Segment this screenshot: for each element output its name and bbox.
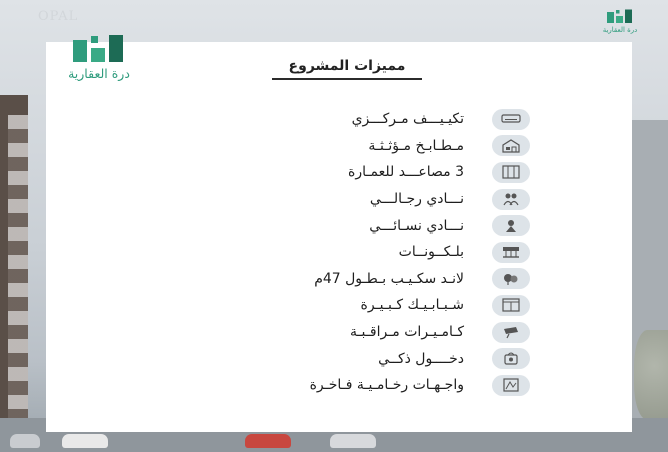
durra-logo-mark-icon [600, 7, 640, 25]
feature-label: كـامـيـرات مـراقـبـة [349, 324, 464, 341]
feature-label: واجـهـات رخـامـيـة فـاخـرة [309, 377, 464, 394]
kitchen-icon [492, 135, 530, 156]
facade-icon [492, 375, 530, 396]
feature-label: بلـكــونــات [398, 244, 464, 261]
feature-item [185, 292, 530, 319]
men-club-icon [492, 189, 530, 210]
feature-item [185, 133, 530, 160]
feature-label: دخــــول ذكــي [378, 350, 464, 367]
durra-logo [44, 32, 154, 81]
logo-subtitle: درة العقارية [602, 26, 638, 34]
feature-label: نـــادي رجـالـــي [369, 191, 464, 208]
feature-item [185, 212, 530, 239]
car [10, 434, 40, 448]
feature-label: شـبـابـيـك كـبـيـرة [360, 297, 464, 314]
feature-item [185, 345, 530, 372]
feature-item [185, 186, 530, 213]
feature-label: مـطـابـخ مـؤثـثـة [368, 137, 464, 154]
feature-label: تكيـيـــف مـركـــزي [351, 111, 464, 128]
car [62, 434, 108, 448]
elevator-icon [492, 162, 530, 183]
landscape-icon [492, 268, 530, 289]
feature-label: 3 مصاعـــد للعمـارة [348, 164, 464, 181]
window-icon [492, 295, 530, 316]
section-header [266, 58, 428, 80]
opal-watermark: OPAL [38, 9, 79, 24]
feature-item [185, 239, 530, 266]
durra-logo-small [590, 7, 650, 34]
title-underline [272, 78, 422, 80]
women-club-icon [492, 215, 530, 236]
logo-subtitle: درة العقارية [68, 66, 130, 81]
feature-label: نـــادي نسـائـــي [369, 217, 464, 234]
section-title: مميزات المشروع [288, 58, 406, 74]
feature-item [185, 319, 530, 346]
features-list [185, 106, 530, 399]
ac-unit-icon [492, 109, 530, 130]
balcony-icon [492, 242, 530, 263]
feature-item [185, 106, 530, 133]
car [245, 434, 291, 448]
camera-icon [492, 322, 530, 343]
feature-item [185, 266, 530, 293]
building-left-windows [8, 115, 28, 435]
feature-label: لانـد سكـيـب بـطـول 47م [314, 270, 464, 287]
feature-item [185, 372, 530, 399]
tree [634, 330, 668, 420]
smart-entry-icon [492, 348, 530, 369]
car [330, 434, 376, 448]
feature-item [185, 159, 530, 186]
durra-logo-mark-icon [59, 32, 139, 64]
